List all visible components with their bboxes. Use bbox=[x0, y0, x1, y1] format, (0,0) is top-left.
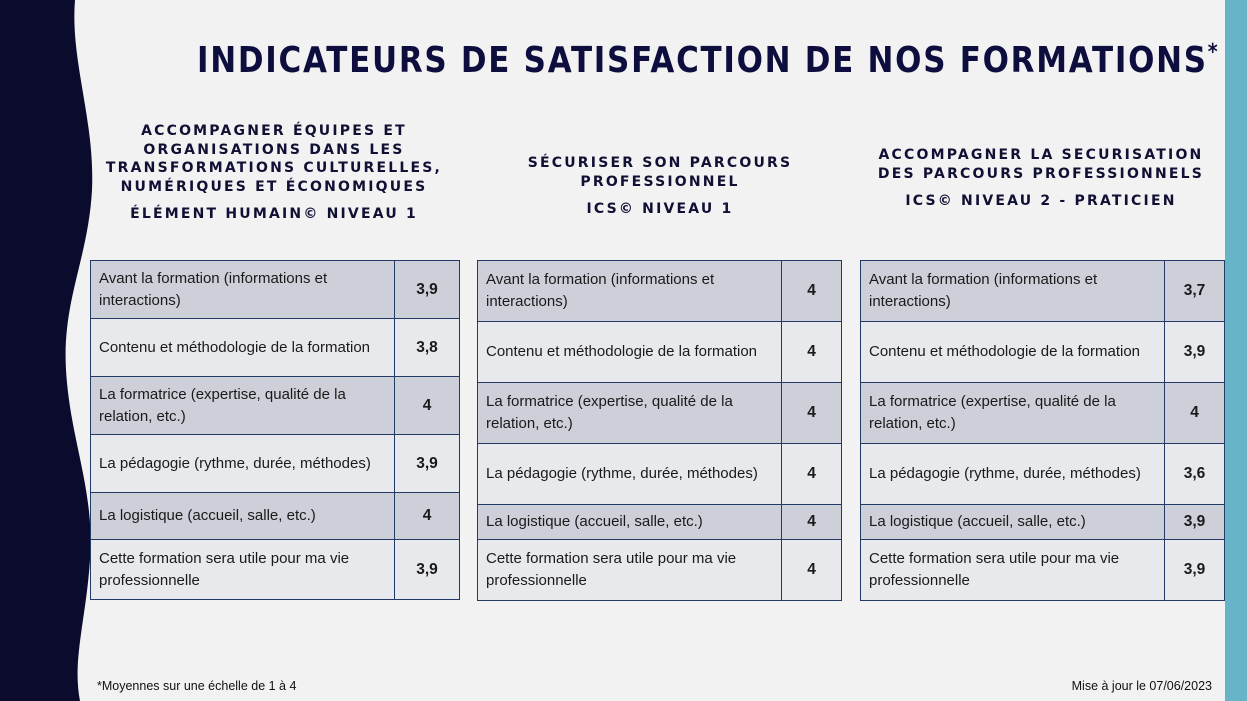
update-date: Mise à jour le 07/06/2023 bbox=[1071, 679, 1212, 693]
row-label: Contenu et méthodologie de la formation bbox=[861, 322, 1165, 383]
row-value: 4 bbox=[782, 261, 842, 322]
satisfaction-table-1 bbox=[90, 260, 460, 600]
page-title: INDICATEURS DE SATISFACTION DE NOS FORMATIONS* bbox=[197, 40, 1220, 81]
footnote: *Moyennes sur une échelle de 1 à 4 bbox=[97, 679, 297, 693]
row-value: 4 bbox=[782, 444, 842, 505]
row-label: La formatrice (expertise, qualité de la relation, etc.) bbox=[861, 383, 1165, 444]
row-label: Cette formation sera utile pour ma vie professionnelle bbox=[861, 540, 1165, 601]
row-value: 3,7 bbox=[1165, 261, 1225, 322]
row-value: 3,9 bbox=[1165, 505, 1225, 540]
row-label: Avant la formation (informations et interactions) bbox=[478, 261, 782, 322]
row-value: 4 bbox=[1165, 383, 1225, 444]
row-label: La logistique (accueil, salle, etc.) bbox=[91, 493, 395, 540]
row-label: Contenu et méthodologie de la formation bbox=[478, 322, 782, 383]
satisfaction-table-3 bbox=[860, 260, 1225, 601]
table-row bbox=[91, 261, 460, 319]
row-value: 4 bbox=[395, 493, 460, 540]
table-row bbox=[861, 383, 1225, 444]
row-value: 4 bbox=[782, 540, 842, 601]
row-label: La formatrice (expertise, qualité de la relation, etc.) bbox=[91, 377, 395, 435]
row-value: 3,8 bbox=[395, 319, 460, 377]
row-label: Cette formation sera utile pour ma vie professionnelle bbox=[478, 540, 782, 601]
row-value: 3,9 bbox=[1165, 322, 1225, 383]
table-row bbox=[478, 322, 842, 383]
row-label: Avant la formation (informations et interactions) bbox=[91, 261, 395, 319]
table-row bbox=[478, 540, 842, 601]
column-heading-2 bbox=[488, 154, 832, 219]
table-row bbox=[91, 540, 460, 600]
row-value: 4 bbox=[782, 322, 842, 383]
right-accent-bar bbox=[1225, 0, 1247, 701]
row-value: 4 bbox=[782, 383, 842, 444]
row-value: 3,9 bbox=[395, 435, 460, 493]
table-row bbox=[91, 493, 460, 540]
table-row bbox=[478, 444, 842, 505]
row-label: La formatrice (expertise, qualité de la relation, etc.) bbox=[478, 383, 782, 444]
table-row bbox=[861, 540, 1225, 601]
table-row bbox=[91, 435, 460, 493]
row-label: Avant la formation (informations et interactions) bbox=[861, 261, 1165, 322]
column-heading-1-title: ACCOMPAGNER ÉQUIPES ET ORGANISATIONS DANS LES TRANSFORMATIONS CULTURELLES, NUMÉRIQUES ET ÉCONOMIQUES bbox=[105, 123, 443, 195]
table-row bbox=[861, 444, 1225, 505]
row-label: La pédagogie (rythme, durée, méthodes) bbox=[478, 444, 782, 505]
table-row bbox=[478, 383, 842, 444]
table-row bbox=[861, 322, 1225, 383]
row-label: La pédagogie (rythme, durée, méthodes) bbox=[91, 435, 395, 493]
satisfaction-table-2 bbox=[477, 260, 842, 601]
table-row bbox=[91, 377, 460, 435]
column-heading-1 bbox=[100, 122, 448, 224]
row-value: 3,6 bbox=[1165, 444, 1225, 505]
table-row bbox=[478, 261, 842, 322]
table-row bbox=[478, 505, 842, 540]
row-label: Cette formation sera utile pour ma vie professionnelle bbox=[91, 540, 395, 600]
column-heading-2-title: SÉCURISER SON PARCOURS PROFESSIONNEL bbox=[527, 155, 793, 190]
table-row bbox=[861, 261, 1225, 322]
table-row bbox=[91, 319, 460, 377]
row-label: La logistique (accueil, salle, etc.) bbox=[478, 505, 782, 540]
column-heading-3 bbox=[866, 146, 1216, 211]
row-value: 3,9 bbox=[1165, 540, 1225, 601]
row-label: La pédagogie (rythme, durée, méthodes) bbox=[861, 444, 1165, 505]
column-heading-3-subtitle: ICS© NIVEAU 2 - PRATICIEN bbox=[905, 193, 1177, 209]
row-value: 4 bbox=[782, 505, 842, 540]
column-heading-3-title: ACCOMPAGNER LA SECURISATION DES PARCOURS PROFESSIONNELS bbox=[877, 147, 1205, 182]
row-label: La logistique (accueil, salle, etc.) bbox=[861, 505, 1165, 540]
column-heading-2-subtitle: ICS© NIVEAU 1 bbox=[586, 201, 734, 217]
row-label: Contenu et méthodologie de la formation bbox=[91, 319, 395, 377]
row-value: 3,9 bbox=[395, 261, 460, 319]
column-heading-1-subtitle: ÉLÉMENT HUMAIN© NIVEAU 1 bbox=[130, 206, 418, 222]
row-value: 4 bbox=[395, 377, 460, 435]
row-value: 3,9 bbox=[395, 540, 460, 600]
table-row bbox=[861, 505, 1225, 540]
left-wave-decoration bbox=[0, 0, 100, 701]
